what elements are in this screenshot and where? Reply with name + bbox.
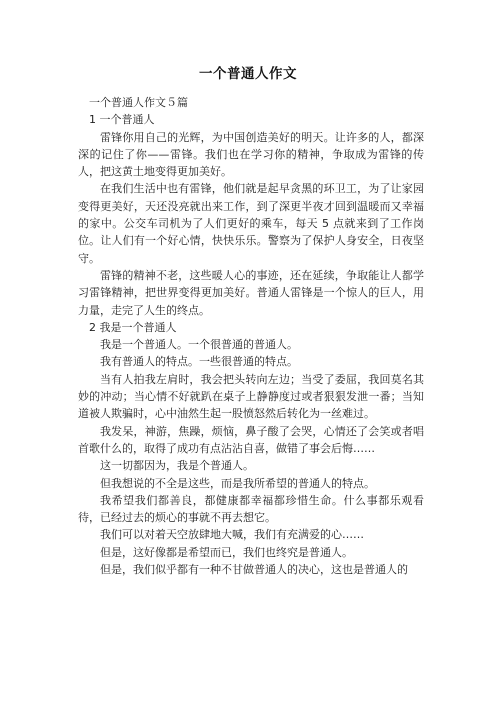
paragraph: 我有普通人的特点。一些很普通的特点。 — [100, 355, 298, 369]
paragraph: 在我们生活中也有雷锋，他们就是起早贪黑的环卫工，为了让家园变得更美好，天还没亮就出来工作，到了深更半夜才回到温暖而又幸福的家中。公交车司机为了人们更好的乘车，每天 5 点就来到了工作岗位。让人们有一个好心情，快快乐乐。警察为了保护人身安全，日夜坚守。 — [78, 182, 424, 265]
document-body — [78, 94, 424, 578]
paragraph: 我发呆，神游，焦躁，烦恼，鼻子酸了会哭，心情还了会笑或者唱首歌什么的，取得了成功有点沾沾自喜，做错了事会后悔…… — [78, 424, 424, 455]
collection-heading: 一个普通人作文５篇 — [89, 96, 188, 109]
paragraph: 雷锋你用自己的光辉，为中国创造美好的明天。让许多的人，都深深的记住了你——雷锋。我们也在学习你的精神，争取成为雷锋的传人，把这黄土地变得更加美好。 — [78, 130, 424, 179]
paragraph: 我们可以对着天空放肆地大喊，我们有充满爱的心…… — [100, 528, 364, 542]
document-title: 一个普通人作文 — [199, 66, 297, 82]
paragraph: 我希望我们都善良，都健康都幸福都珍惜生命。什么事都乐观看待，已经过去的烦心的事就不再去想它。 — [78, 493, 424, 525]
paragraph: 但我想说的不全是这些，而是我所希望的普通人的特点。 — [100, 476, 375, 490]
paragraph: 这一切都因为，我是个普通人。 — [100, 459, 254, 473]
essay-1-heading: 1 一个普通人 — [89, 113, 155, 127]
paragraph: 但是，这好像都是希望而已，我们也终究是普通人。 — [100, 545, 353, 559]
paragraph: 雷锋的精神不老，这些暖人心的事迹，还在延续，争取能让人都学习雷锋精神，把世界变得更加美好。普通人雷锋是一个惊人的巨人，用力量，走完了人生的终点。 — [78, 268, 424, 317]
paragraph: 但是，我们似乎都有一种不甘做普通人的决心，这也是普通人的 — [100, 563, 408, 577]
essay-2-heading: 2 我是一个普通人 — [89, 320, 177, 334]
paragraph: 当有人拍我左肩时，我会把头转向左边；当受了委屈，我回莫名其妙的冲动；当心情不好就趴在桌子上静静度过或者狠狠发泄一番；当知道被人欺骗时，心中油然生起一股愤怒然后转化为一丝难过。 — [78, 372, 424, 421]
paragraph: 我是一个普通人。一个很普通的普通人。 — [100, 338, 298, 352]
